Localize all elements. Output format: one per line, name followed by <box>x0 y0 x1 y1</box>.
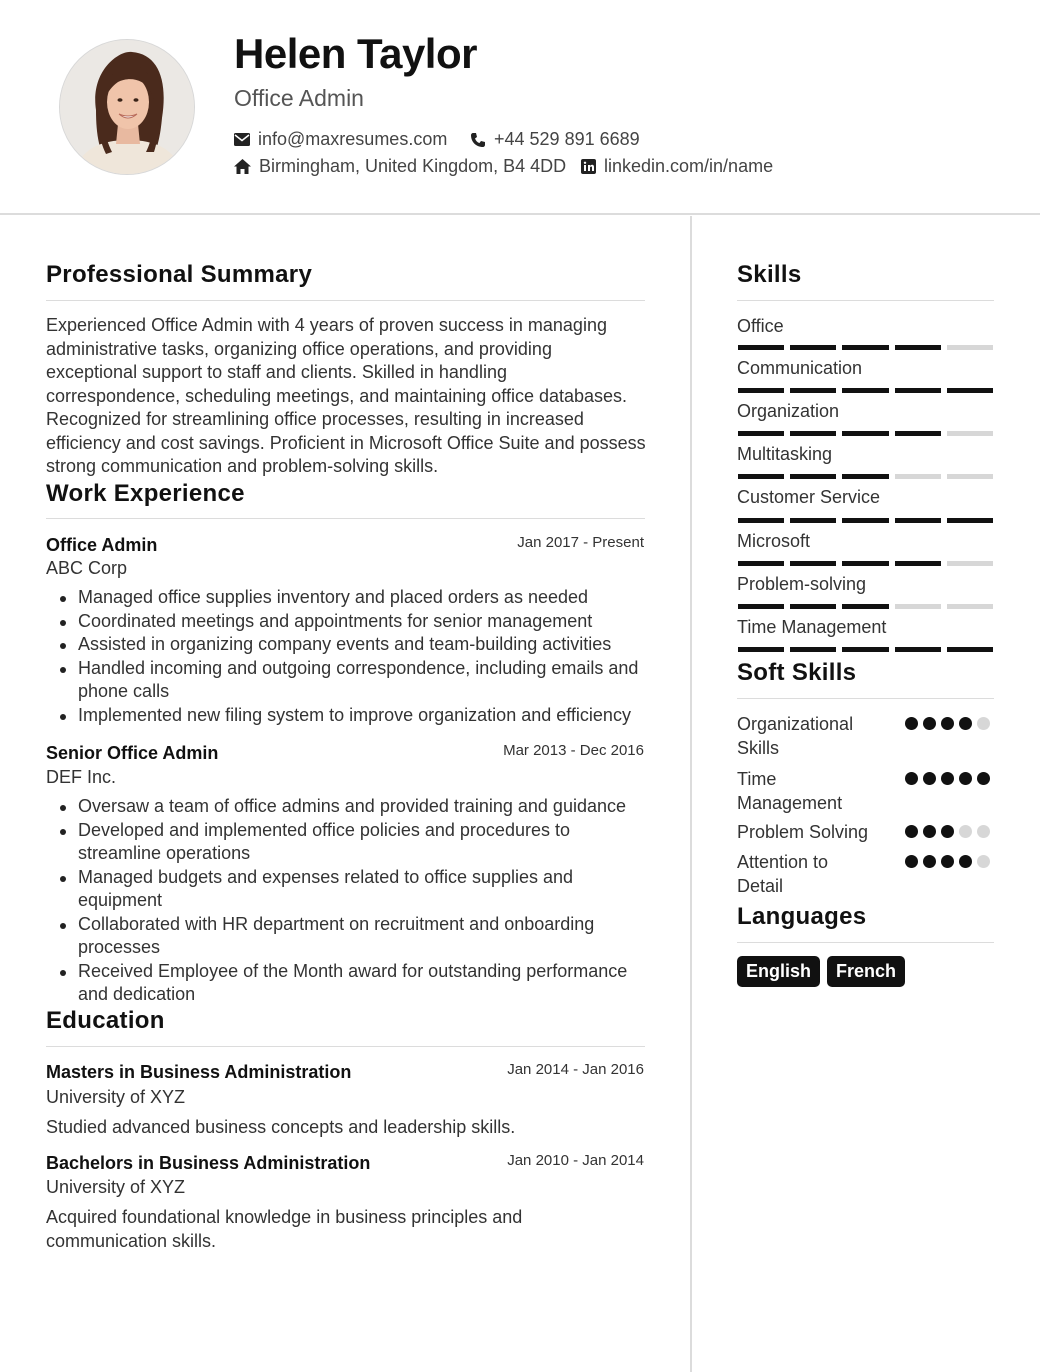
bullet-item: Implemented new filing system to improve organization and efficiency <box>56 704 648 728</box>
bullet-item: Developed and implemented office policies and procedures to streamline operations <box>56 819 648 866</box>
language-tags <box>737 956 905 987</box>
rating-dot <box>941 717 954 730</box>
resume-header <box>0 0 1040 215</box>
skill-level-bar <box>738 647 993 652</box>
column-divider <box>690 216 692 1372</box>
rating-dot <box>977 825 990 838</box>
bullet-item: Handled incoming and outgoing correspondence, including emails and phone calls <box>56 657 648 704</box>
bullet-item: Received Employee of the Month award for outstanding performance and dedication <box>56 960 648 1007</box>
skill-level-segment <box>947 431 993 436</box>
skill-level-segment <box>947 518 993 523</box>
soft-skill-rating <box>905 855 990 868</box>
rating-dot <box>941 825 954 838</box>
skill-level-segment <box>947 388 993 393</box>
rating-dot <box>959 717 972 730</box>
degree-date: Jan 2014 - Jan 2016 <box>507 1061 644 1078</box>
education-heading: Education <box>46 1007 165 1034</box>
soft-skill-rating <box>905 825 990 838</box>
rating-dot <box>923 825 936 838</box>
linkedin-text: linkedin.com/in/name <box>604 156 774 176</box>
skills-rule <box>737 300 994 301</box>
contact-linkedin[interactable] <box>581 156 773 177</box>
rating-dot <box>923 772 936 785</box>
skill-level-segment <box>738 518 784 523</box>
skill-level-segment <box>895 561 941 566</box>
rating-dot <box>923 855 936 868</box>
skill-level-segment <box>842 474 888 479</box>
candidate-role: Office Admin <box>234 85 364 111</box>
school-name: University of XYZ <box>46 1087 186 1107</box>
degree-description: Acquired foundational knowledge in business principles and communication skills. <box>46 1207 523 1251</box>
skill-level-bar <box>738 474 993 479</box>
skill-level-segment <box>895 474 941 479</box>
degree-title: Masters in Business Administration <box>46 1062 352 1082</box>
languages-rule <box>737 942 994 943</box>
skill-level-segment <box>842 604 888 609</box>
bullet-item: Managed office supplies inventory and placed orders as needed <box>56 586 648 610</box>
skill-name: Customer Service <box>737 487 881 507</box>
skill-level-segment <box>738 431 784 436</box>
rating-dot <box>959 825 972 838</box>
rating-dot <box>977 717 990 730</box>
school-name: University of XYZ <box>46 1177 186 1197</box>
skill-level-segment <box>842 431 888 436</box>
skill-level-segment <box>790 604 836 609</box>
soft-skill-name: Problem Solving <box>737 822 869 842</box>
skill-level-segment <box>947 474 993 479</box>
skill-level-segment <box>895 345 941 350</box>
rating-dot <box>959 772 972 785</box>
bullet-item: Oversaw a team of office admins and provided training and guidance <box>56 795 648 819</box>
degree-date: Jan 2010 - Jan 2014 <box>507 1152 644 1169</box>
skill-level-segment <box>738 345 784 350</box>
skill-level-segment <box>895 518 941 523</box>
rating-dot <box>923 717 936 730</box>
degree-title: Bachelors in Business Administration <box>46 1153 371 1173</box>
skill-level-segment <box>947 647 993 652</box>
home-icon <box>234 159 251 174</box>
soft-skill-name: Attention to Detail <box>737 852 829 896</box>
skill-level-segment <box>842 345 888 350</box>
skill-level-segment <box>947 604 993 609</box>
soft-skills-rule <box>737 698 994 699</box>
skill-level-segment <box>738 474 784 479</box>
skill-level-segment <box>790 345 836 350</box>
summary-text: Experienced Office Admin with 4 years of proven success in managing administrative tasks, organizing office operations, and providing exceptional support to staff and clients. Skilled in handling correspondence, scheduling meetings, and maintaining office databases. Recognized for streamlining office processes, resulting in increased efficiency and cost savings. Proficient in Microsoft Office Suite and possess strong communication and problem-solving skills. <box>46 315 646 476</box>
phone-text: +44 529 891 6689 <box>494 129 640 149</box>
linkedin-icon <box>581 159 596 174</box>
skill-level-bar <box>738 604 993 609</box>
email-text: info@maxresumes.com <box>258 129 448 149</box>
skill-level-segment <box>790 561 836 566</box>
contact-email[interactable] <box>234 129 447 150</box>
languages-heading: Languages <box>737 903 867 930</box>
experience-heading: Work Experience <box>46 480 245 507</box>
skill-level-segment <box>947 561 993 566</box>
skill-level-segment <box>790 518 836 523</box>
skills-heading: Skills <box>737 261 802 288</box>
soft-skill-rating <box>905 717 990 730</box>
skill-level-segment <box>842 561 888 566</box>
job-date: Jan 2017 - Present <box>517 534 644 551</box>
skill-level-bar <box>738 388 993 393</box>
language-tag: French <box>827 956 905 987</box>
job-title: Office Admin <box>46 535 158 555</box>
skill-level-segment <box>790 474 836 479</box>
skill-level-segment <box>895 431 941 436</box>
contact-address <box>234 156 566 177</box>
skill-name: Problem-solving <box>737 574 867 594</box>
skill-name: Office <box>737 316 784 336</box>
summary-rule <box>46 300 645 301</box>
bullet-item: Collaborated with HR department on recruitment and onboarding processes <box>56 913 648 960</box>
experience-rule <box>46 518 645 519</box>
education-rule <box>46 1046 645 1047</box>
skill-level-segment <box>738 388 784 393</box>
job-company: DEF Inc. <box>46 767 117 787</box>
skill-level-segment <box>947 345 993 350</box>
degree-description: Studied advanced business concepts and leadership skills. <box>46 1117 516 1137</box>
contact-phone[interactable] <box>470 129 640 150</box>
skill-level-segment <box>790 388 836 393</box>
skill-level-segment <box>738 604 784 609</box>
rating-dot <box>941 855 954 868</box>
soft-skill-name: Time Management <box>737 769 843 813</box>
envelope-icon <box>234 133 250 146</box>
profile-photo <box>59 39 195 175</box>
bullet-item: Managed budgets and expenses related to office supplies and equipment <box>56 866 648 913</box>
rating-dot <box>905 825 918 838</box>
rating-dot <box>977 855 990 868</box>
skill-level-bar <box>738 345 993 350</box>
skill-name: Time Management <box>737 617 887 637</box>
job-bullets <box>56 586 648 727</box>
summary-heading: Professional Summary <box>46 261 313 288</box>
bullet-item: Coordinated meetings and appointments for senior management <box>56 610 648 634</box>
skill-name: Organization <box>737 401 840 421</box>
job-date: Mar 2013 - Dec 2016 <box>503 742 644 759</box>
skill-level-bar <box>738 431 993 436</box>
skill-level-bar <box>738 561 993 566</box>
rating-dot <box>905 717 918 730</box>
candidate-name: Helen Taylor <box>234 30 477 77</box>
skill-level-segment <box>842 518 888 523</box>
rating-dot <box>959 855 972 868</box>
soft-skill-name: Organizational Skills <box>737 714 854 758</box>
bullet-item: Assisted in organizing company events and team-building activities <box>56 633 648 657</box>
skill-name: Communication <box>737 358 863 378</box>
skill-level-segment <box>895 388 941 393</box>
skill-name: Multitasking <box>737 444 833 464</box>
rating-dot <box>941 772 954 785</box>
skill-level-segment <box>895 647 941 652</box>
rating-dot <box>905 772 918 785</box>
soft-skill-rating <box>905 772 990 785</box>
rating-dot <box>905 855 918 868</box>
skill-level-segment <box>842 388 888 393</box>
skill-level-segment <box>790 431 836 436</box>
language-tag: English <box>737 956 820 987</box>
skill-level-segment <box>790 647 836 652</box>
skill-name: Microsoft <box>737 531 811 551</box>
skill-level-segment <box>895 604 941 609</box>
address-text: Birmingham, United Kingdom, B4 4DD <box>259 156 567 176</box>
phone-icon <box>470 132 486 148</box>
skill-level-bar <box>738 518 993 523</box>
skill-level-segment <box>842 647 888 652</box>
soft-skills-heading: Soft Skills <box>737 659 857 686</box>
job-company: ABC Corp <box>46 558 128 578</box>
portrait-image <box>60 40 195 175</box>
job-bullets <box>56 795 648 1007</box>
skill-level-segment <box>738 647 784 652</box>
rating-dot <box>977 772 990 785</box>
skill-level-segment <box>738 561 784 566</box>
job-title: Senior Office Admin <box>46 743 219 763</box>
